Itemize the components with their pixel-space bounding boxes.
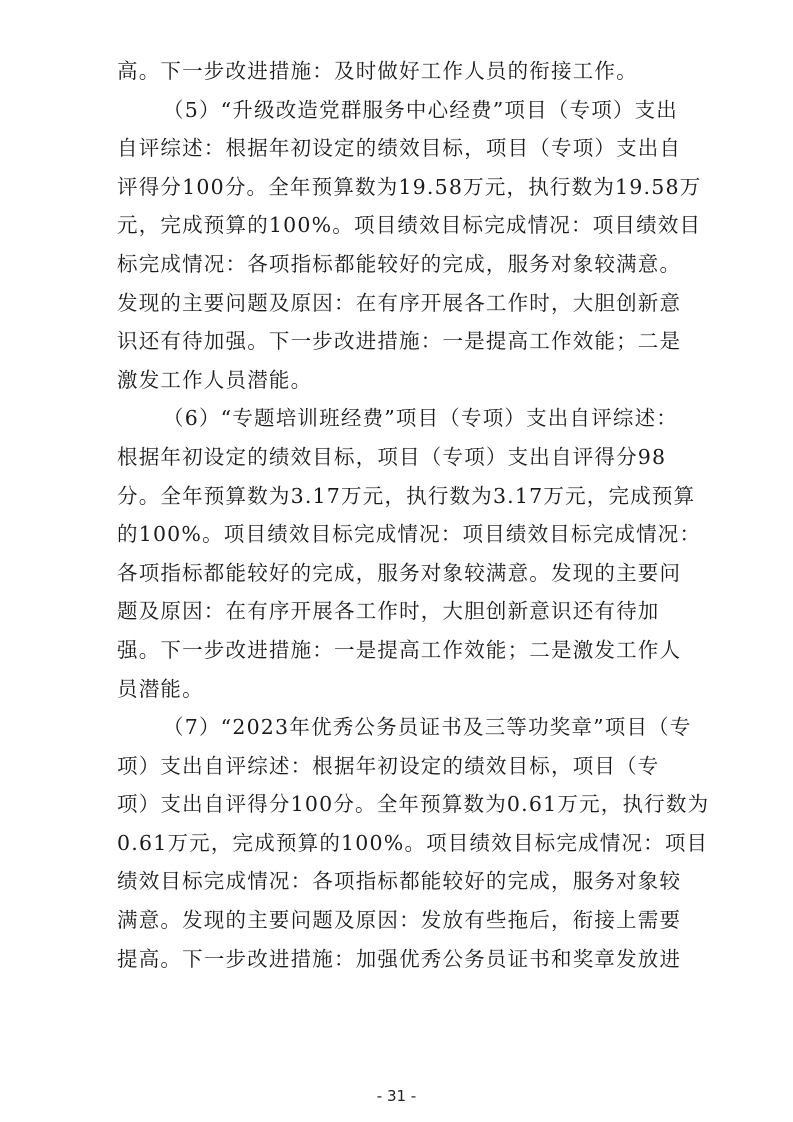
text-line: 强。下一步改进措施：一是提高工作效能；二是激发工作人 bbox=[117, 637, 682, 662]
document-body bbox=[117, 52, 710, 978]
text-line: 0.61万元，完成预算的100%。项目绩效目标完成情况：项目 bbox=[117, 830, 709, 855]
text-line: 题及原因：在有序开展各工作时，大胆创新意识还有待加 bbox=[117, 599, 660, 624]
text-line: 项）支出自评得分100分。全年预算数为0.61万元，执行数为 bbox=[117, 792, 710, 817]
text-line: 根据年初设定的绩效目标，项目（专项）支出自评得分98 bbox=[117, 444, 667, 469]
text-line: 的100%。项目绩效目标完成情况：项目绩效目标完成情况： bbox=[117, 522, 702, 547]
text-line: 项）支出自评综述：根据年初设定的绩效目标，项目（专 bbox=[117, 753, 660, 778]
text-line: 发现的主要问题及原因：在有序开展各工作时，大胆创新意 bbox=[117, 290, 682, 315]
paragraph-heading-7: （7）“2023年优秀公务员证书及三等功奖章”项目（专 bbox=[163, 715, 692, 740]
page-number: - 31 - bbox=[376, 1087, 417, 1105]
text-line: 自评综述：根据年初设定的绩效目标，项目（专项）支出自 bbox=[117, 136, 682, 161]
text-line: 标完成情况：各项指标都能较好的完成，服务对象较满意。 bbox=[117, 251, 682, 276]
text-line: 识还有待加强。下一步改进措施：一是提高工作效能；二是 bbox=[117, 329, 682, 354]
paragraph-heading-5: （5）“升级改造党群服务中心经费”项目（专项）支出 bbox=[163, 97, 679, 122]
text-line: 提高。下一步改进措施：加强优秀公务员证书和奖章发放进 bbox=[117, 946, 682, 971]
text-line: 高。下一步改进措施：及时做好工作人员的衔接工作。 bbox=[117, 59, 638, 83]
text-line: 各项指标都能较好的完成，服务对象较满意。发现的主要问 bbox=[117, 560, 682, 585]
text-line: 元，完成预算的100%。项目绩效目标完成情况：项目绩效目 bbox=[117, 213, 702, 238]
text-line: 绩效目标完成情况：各项指标都能较好的完成，服务对象较 bbox=[117, 869, 682, 894]
text-line: 员潜能。 bbox=[117, 676, 204, 701]
text-line: 激发工作人员潜能。 bbox=[117, 367, 313, 392]
text-line: 满意。发现的主要问题及原因：发放有些拖后，衔接上需要 bbox=[117, 908, 682, 933]
text-line: 分。全年预算数为3.17万元，执行数为3.17万元，完成预算 bbox=[117, 483, 696, 508]
text-line: 评得分100分。全年预算数为19.58万元，执行数为19.58万 bbox=[117, 174, 702, 199]
paragraph-heading-6: （6）“专题培训班经费”项目（专项）支出自评综述： bbox=[163, 406, 679, 431]
